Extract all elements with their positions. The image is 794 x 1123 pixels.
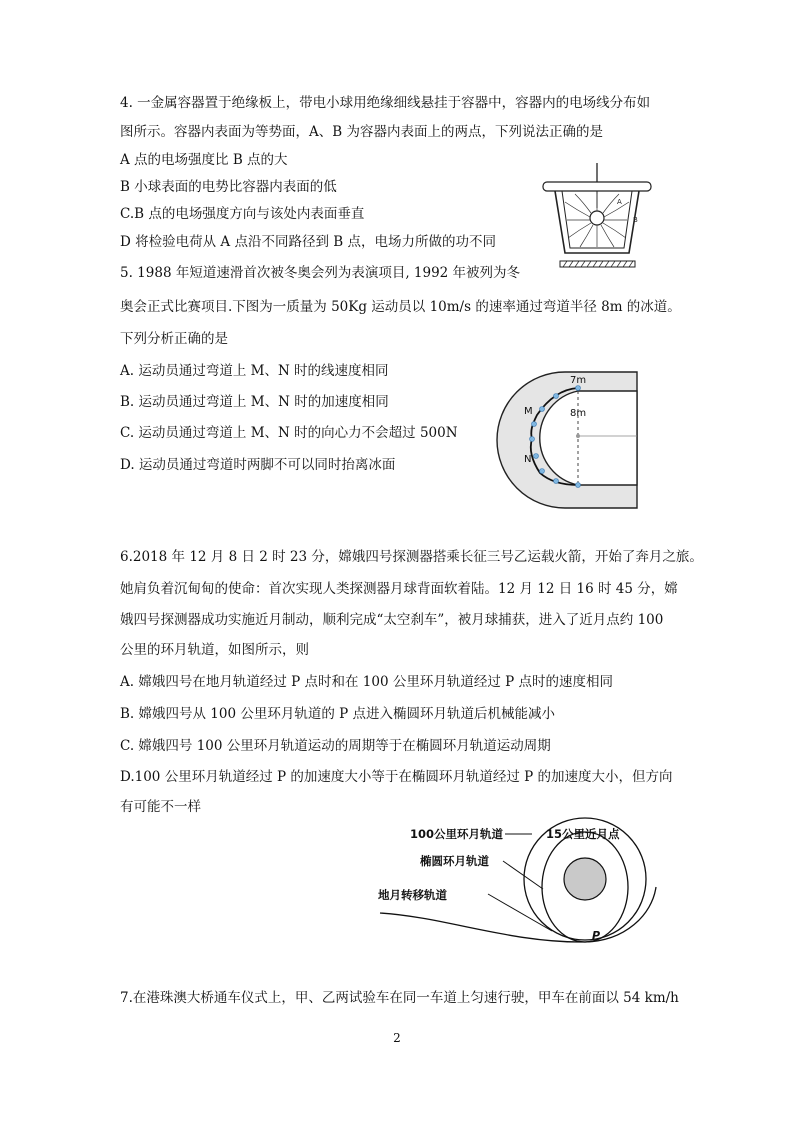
- q6-label-transfer-orbit: 地月转移轨道: [378, 888, 447, 902]
- q4-point-a-label: A: [617, 198, 622, 206]
- q6-option-c: C. 嫦娥四号 100 公里环月轨道运动的周期等于在椭圆环月轨道运动周期: [120, 738, 551, 754]
- q6-option-b: B. 嫦娥四号从 100 公里环月轨道的 P 点进入椭圆环月轨道后机械能减小: [120, 706, 556, 722]
- q4-stem-line-1: 4. 一金属容器置于绝缘板上，带电小球用绝缘细线悬挂于容器中，容器内的电场线分布如: [120, 95, 651, 111]
- q6-label-elliptical-orbit: 椭圆环月轨道: [420, 854, 489, 868]
- q6-orbit-figure: [370, 815, 670, 960]
- q6-stem-line-3: 娥四号探测器成功实施近月制动，顺利完成“太空刹车”，被月球捕获，进入了近月点约 100: [120, 612, 664, 628]
- q5-stem-line-2: 奥会正式比赛项目.下图为一质量为 50Kg 运动员以 10m/s 的速率通过弯道半径 8m 的冰道。: [120, 299, 681, 315]
- q4-container-figure: [535, 160, 660, 272]
- q6-stem-line-4: 公里的环月轨道，如图所示，则: [120, 642, 309, 658]
- q5-option-a: A. 运动员通过弯道上 M、N 时的线速度相同: [120, 363, 389, 379]
- q5-stem-line-1: 5. 1988 年短道速滑首次被冬奥会列为表演项目, 1992 年被列为冬: [120, 265, 521, 281]
- q6-label-perilune: 15公里近月点: [546, 827, 620, 841]
- q4-option-c: C.B 点的电场强度方向与该处内表面垂直: [120, 206, 365, 222]
- q6-label-point-p: P: [592, 929, 601, 942]
- q4-option-d: D 将检验电荷从 A 点沿不同路径到 B 点，电场力所做的功不同: [120, 234, 496, 250]
- q4-stem-line-2: 图所示。容器内表面为等势面，A、B 为容器内表面上的两点，下列说法正确的是: [120, 124, 603, 140]
- q6-option-a: A. 嫦娥四号在地月轨道经过 P 点时和在 100 公里环月轨道经过 P 点时的速度相同: [120, 674, 614, 690]
- q5-label-m: M: [524, 406, 533, 417]
- q5-label-8m: 8m: [570, 408, 587, 419]
- q4-option-b: B 小球表面的电势比容器内表面的低: [120, 179, 337, 195]
- q5-label-7m: 7m: [570, 375, 587, 386]
- q5-option-d: D. 运动员通过弯道时两脚不可以同时抬离冰面: [120, 457, 396, 473]
- q7-stem-line-1: 7.在港珠澳大桥通车仪式上，甲、乙两试验车在同一车道上匀速行驶，甲车在前面以 54 km/h: [120, 990, 679, 1006]
- q6-stem-line-1: 6.2018 年 12 月 8 日 2 时 23 分，嫦娥四号探测器搭乘长征三号乙运载火箭，开始了奔月之旅。: [120, 549, 703, 565]
- q6-stem-line-2: 她肩负着沉甸甸的使命：首次实现人类探测器月球背面软着陆。12 月 12 日 16 时 45 分，嫦: [120, 581, 678, 597]
- page-number: 2: [393, 1031, 401, 1045]
- q6-label-orbit-100km: 100公里环月轨道: [410, 827, 504, 841]
- q4-point-b-label: B: [633, 216, 638, 224]
- q5-stem-line-3: 下列分析正确的是: [120, 331, 228, 347]
- q5-label-n: N: [524, 454, 532, 465]
- q4-option-a: A 点的电场强度比 B 点的大: [120, 152, 288, 168]
- q6-option-d-line-1: D.100 公里环月轨道经过 P 的加速度大小等于在椭圆环月轨道经过 P 的加速度大小，但方向: [120, 769, 673, 785]
- q5-option-b: B. 运动员通过弯道上 M、N 时的加速度相同: [120, 394, 389, 410]
- q5-option-c: C. 运动员通过弯道上 M、N 时的向心力不会超过 500N: [120, 425, 458, 441]
- q5-track-figure: [482, 369, 642, 512]
- q6-option-d-line-2: 有可能不一样: [120, 799, 201, 815]
